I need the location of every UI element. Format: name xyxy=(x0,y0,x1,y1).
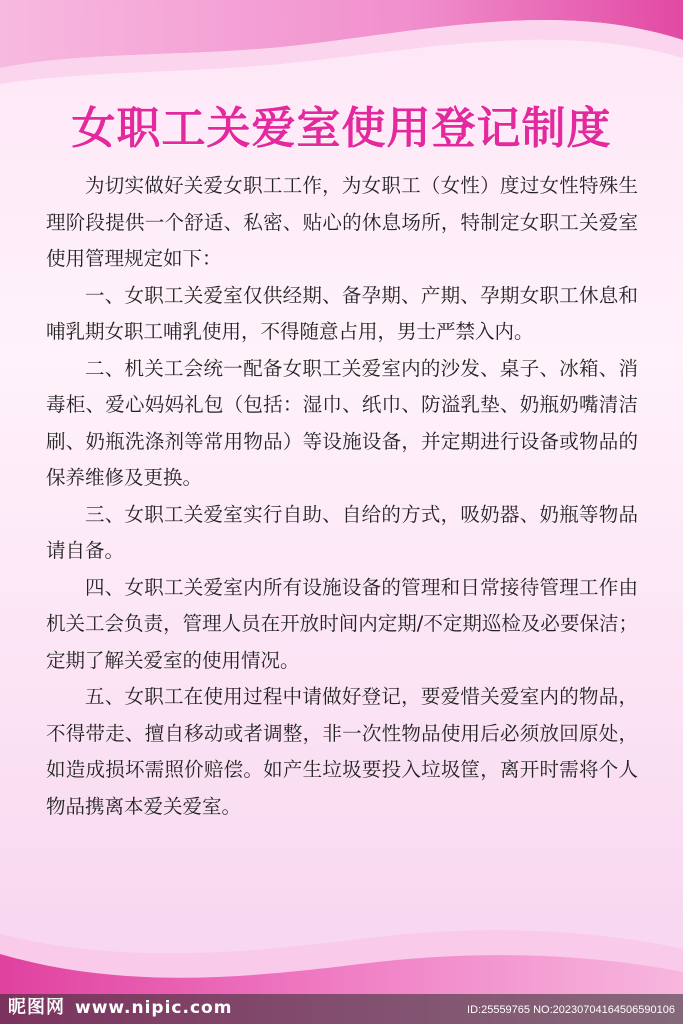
watermark-logo xyxy=(8,993,232,1019)
rule-2-paragraph: 二、机关工会统一配备女职工关爱室内的沙发、桌子、冰箱、消毒柜、爱心妈妈礼包（包括：湿巾、纸巾、防溢乳垫、奶瓶奶嘴清洁刷、奶瓶洗涤剂等常用物品）等设施设备，并定期进行设备或物品的保养维修及更换。 xyxy=(46,356,638,489)
watermark-logo-text: 昵图网 xyxy=(8,997,65,1018)
watermark-id: ID:25559765 NO:20230704164506590106 xyxy=(467,1004,675,1016)
rule-4-paragraph: 四、女职工关爱室内所有设施设备的管理和日常接待管理工作由机关工会负责，管理人员在开放时间内定期/不定期巡检及必要保洁；定期了解关爱室的使用情况。 xyxy=(46,575,638,672)
rule-5-paragraph: 五、女职工在使用过程中请做好登记，要爱惜关爱室内的物品，不得带走、擅自移动或者调整，非一次性物品使用后必须放回原处，如造成损坏需照价赔偿。如产生垃圾要投入垃圾筐，离开时需将个人物品携离本爱关爱室。 xyxy=(46,685,638,818)
regulation-body xyxy=(46,168,638,825)
watermark-url: www.nipic.com xyxy=(75,998,233,1018)
rule-3-paragraph: 三、女职工关爱室实行自助、自给的方式，吸奶器、奶瓶等物品请自备。 xyxy=(46,502,638,562)
intro-paragraph: 为切实做好关爱女职工工作，为女职工（女性）度过女性特殊生理阶段提供一个舒适、私密、贴心的休息场所，特制定女职工关爱室使用管理规定如下： xyxy=(46,174,638,270)
rule-1-paragraph: 一、女职工关爱室仅供经期、备孕期、产期、孕期女职工休息和哺乳期女职工哺乳使用，不得随意占用，男士严禁入内。 xyxy=(46,283,638,343)
page-title: 女职工关爱室使用登记制度 xyxy=(71,103,612,154)
